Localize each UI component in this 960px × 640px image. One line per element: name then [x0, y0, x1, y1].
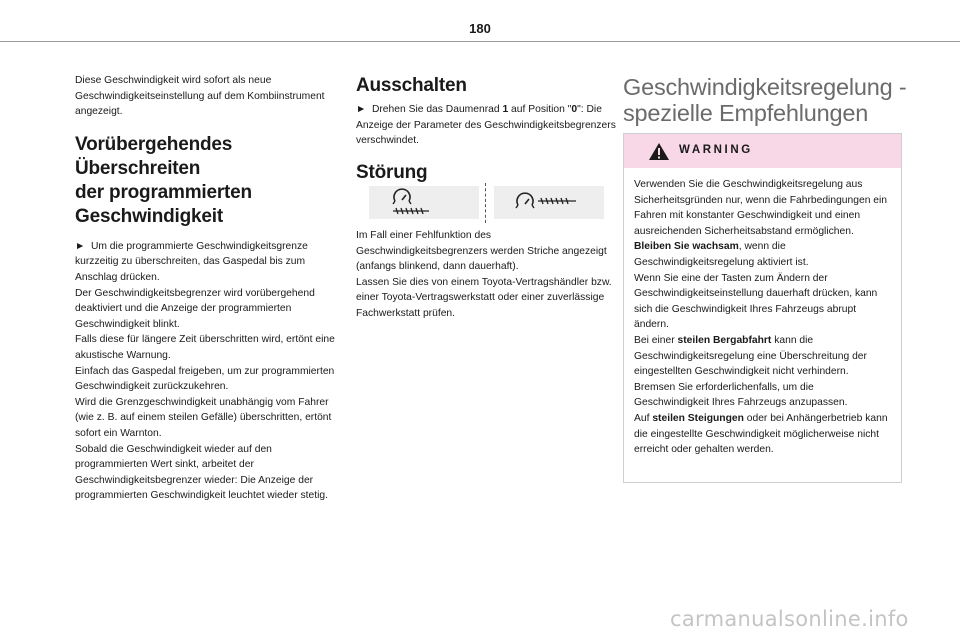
thumbwheel-number: 1: [502, 104, 509, 115]
warning-body: [624, 168, 901, 458]
bold-phrase: steilen Bergabfahrt: [677, 334, 772, 346]
bullet-paragraph: [356, 102, 618, 149]
warning-header: [624, 134, 901, 168]
middle-column: [356, 74, 618, 185]
text-run: kann die Geschwindigkeitsregelung eine Überschreitung der eingestellten Geschwindigkeit nicht verhindern. Bremsen Sie erforderlichenfalls, um die Geschwindigkeit Ihres Fahrzeugs anzupassen.: [634, 334, 867, 409]
watermark: carmanualsonline.info: [670, 607, 909, 631]
text-run: Auf: [634, 412, 653, 424]
position-value: 0: [571, 104, 578, 115]
speed-limiter-dashes-icon: [494, 186, 604, 219]
paragraph: Falls diese für längere Zeit überschritten wird, ertönt eine akustische Warnung.: [75, 334, 335, 361]
text-run: , wenn die Geschwindigkeitsregelung aktiviert ist.: [634, 241, 809, 268]
section-heading-line: Vorübergehendes Überschreiten: [75, 133, 233, 179]
warning-paragraph: [634, 411, 891, 458]
warning-triangle-icon: [648, 142, 670, 161]
paragraph: Im Fall einer Fehlfunktion des Geschwindigkeitsbegrenzers werden Striche angezeigt (anfangs blinkend, dann dauerhaft).: [356, 230, 607, 273]
bold-phrase: steilen Steigungen: [652, 412, 744, 424]
fault-display-image: [369, 186, 479, 219]
paragraph: Einfach das Gaspedal freigeben, um zur programmierten Geschwindigkeit zurückzukehren.: [75, 365, 335, 393]
off-text: ": Die Anzeige der Parameter des Geschwindigkeitsbegrenzers verschwindet.: [356, 104, 616, 147]
off-text: Drehen Sie das Daumenrad: [371, 104, 503, 115]
warning-paragraph: [634, 239, 891, 270]
paragraph: Sobald die Geschwindigkeit wieder auf den programmierten Wert sinkt, arbeitet der Geschwindigkeitsbegrenzer wieder: Die Anzeige der programmierten Geschwindigkeit leuchtet wieder stetig.: [75, 443, 328, 502]
page-number: 180: [469, 21, 491, 36]
fault-text-block: [356, 228, 618, 322]
text-run: oder bei Anhängerbetrieb kann die eingestellte Geschwindigkeit möglicherweise nicht erreicht oder gehalten werden.: [634, 412, 888, 456]
section-heading: Ausschalten: [356, 75, 467, 96]
chapter-heading-line: Geschwindigkeitsregelung -: [623, 74, 907, 100]
image-divider: [485, 183, 486, 223]
paragraph: Lassen Sie dies von einem Toyota-Vertragshändler bzw. einer Toyota-Vertragswerkstatt oder einer zuverlässige Fachwerkstatt prüfen.: [356, 276, 612, 319]
chapter-heading-line: spezielle Empfehlungen: [623, 100, 869, 126]
left-column: [75, 73, 340, 504]
warning-paragraph: Wenn Sie eine der Tasten zum Ändern der Geschwindigkeitseinstellung dauerhaft drücken, kann sich die Geschwindigkeit Ihres Fahrzeugs abrupt ändern.: [634, 272, 878, 331]
bullet-marker: ►: [356, 104, 367, 115]
section-heading-line: Geschwindigkeit: [75, 205, 223, 227]
warning-paragraph: Verwenden Sie die Geschwindigkeitsregelung aus Sicherheitsgründen nur, wenn die Fahrbedingungen ein Fahren mit konstanter Geschwindigkeit und einen ausreichenden Sicherheitsabstand ermöglichen.: [634, 179, 888, 237]
bullet-paragraph: [75, 239, 340, 286]
bullet-text: Um die programmierte Geschwindigkeitsgrenze kurzzeitig zu überschreiten, das Gaspedal bis zum Anschlag drücken.: [75, 240, 308, 283]
text-run: Bei einer: [634, 334, 678, 346]
paragraph: Wird die Grenzgeschwindigkeit unabhängig vom Fahrer (wie z. B. auf einem steilen Gefälle) überschritten, ertönt sofort ein Warnton.: [75, 396, 332, 439]
right-column-heading: [623, 74, 913, 126]
warning-title: WARNING: [679, 144, 753, 156]
section-heading: Störung: [356, 161, 428, 183]
bullet-marker: ►: [75, 240, 86, 252]
header-rule: [0, 41, 960, 42]
intro-text: Diese Geschwindigkeit wird sofort als neue Geschwindigkeitseinstellung auf dem Kombiinstrument angezeigt.: [75, 75, 325, 118]
bold-phrase: Bleiben Sie wachsam: [634, 241, 739, 253]
warning-paragraph: [634, 333, 891, 411]
warning-box: [623, 133, 902, 483]
fault-display-image: [494, 186, 604, 219]
paragraph: Der Geschwindigkeitsbegrenzer wird vorübergehend deaktiviert und die Anzeige der programmierten Geschwindigkeit blinkt.: [75, 287, 315, 330]
section-heading-line: der programmierten: [75, 181, 252, 203]
speed-limiter-dashes-icon: [369, 186, 479, 219]
off-text: auf Position ": [508, 104, 572, 115]
